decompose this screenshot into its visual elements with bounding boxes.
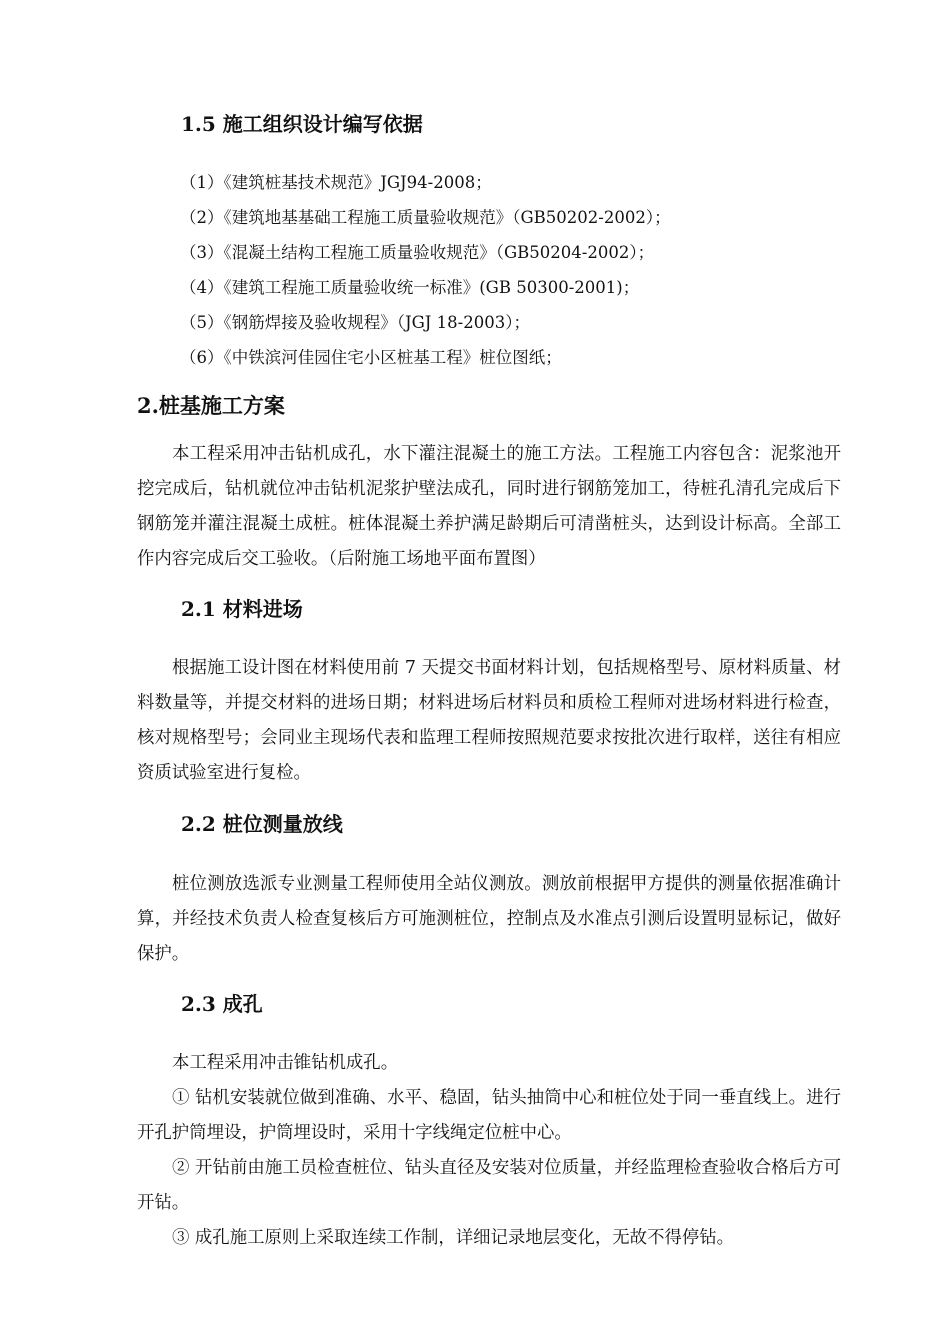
section-1-5-heading: 1.5 施工组织设计编写依据 [181,112,423,136]
section-2-1-heading: 2.1 材料进场 [181,597,303,621]
section-2-3-step-2: ② 开钻前由施工员检查桩位、钻头直径及安装对位质量，并经监理检查验收合格后方可开钻。 [137,1158,841,1213]
section-2-heading: 2.桩基施工方案 [137,393,285,418]
reference-item-4: （4）《建筑工程施工质量验收统一标准》(GB 50300-2001)； [180,278,640,297]
section-2-3-step-1: ① 钻机安装就位做到准确、水平、稳固，钻头抽筒中心和桩位处于同一垂直线上。进行开孔护筒埋设，护筒埋设时，采用十字线绳定位桩中心。 [137,1088,841,1143]
section-2-paragraph: 本工程采用冲击钻机成孔，水下灌注混凝土的施工方法。工程施工内容包含：泥浆池开挖完成后，钻机就位冲击钻机泥浆护壁法成孔，同时进行钢筋笼加工，待桩孔清孔完成后下钢筋笼并灌注混凝土成桩。桩体混凝土养护满足龄期后可清凿桩头，达到设计标高。全部工作内容完成后交工验收。（后附施工场地平面布置图） [137,444,841,569]
reference-item-2: （2）《建筑地基基础工程施工质量验收规范》（GB50202-2002）； [180,208,671,227]
section-2-3-heading: 2.3 成孔 [181,992,263,1016]
section-2-2-paragraph: 桩位测放选派专业测量工程师使用全站仪测放。测放前根据甲方提供的测量依据准确计算，并经技术负责人检查复核后方可施测桩位，控制点及水准点引测后设置明显标记，做好保护。 [137,874,841,964]
reference-item-5: （5）《钢筋焊接及验收规程》（JGJ 18-2003）； [180,313,530,332]
reference-item-1: （1）《建筑桩基技术规范》JGJ94-2008； [180,173,492,192]
reference-item-6: （6）《中铁滨河佳园住宅小区桩基工程》桩位图纸； [180,348,562,367]
section-2-1-paragraph: 根据施工设计图在材料使用前 7 天提交书面材料计划，包括规格型号、原材料质量、材料数量等，并提交材料的进场日期；材料进场后材料员和质检工程师对进场材料进行检查，核对规格型号；会同业主现场代表和监理工程师按照规范要求按批次进行取样，送往有相应资质试验室进行复检。 [137,658,841,783]
reference-item-3: （3）《混凝土结构工程施工质量验收规范》（GB50204-2002）； [180,243,655,262]
section-2-2-heading: 2.2 桩位测量放线 [181,812,343,836]
section-2-3-intro: 本工程采用冲击锥钻机成孔。 [172,1053,399,1073]
section-2-3-step-3: ③ 成孔施工原则上采取连续工作制，详细记录地层变化，无故不得停钻。 [172,1228,735,1248]
